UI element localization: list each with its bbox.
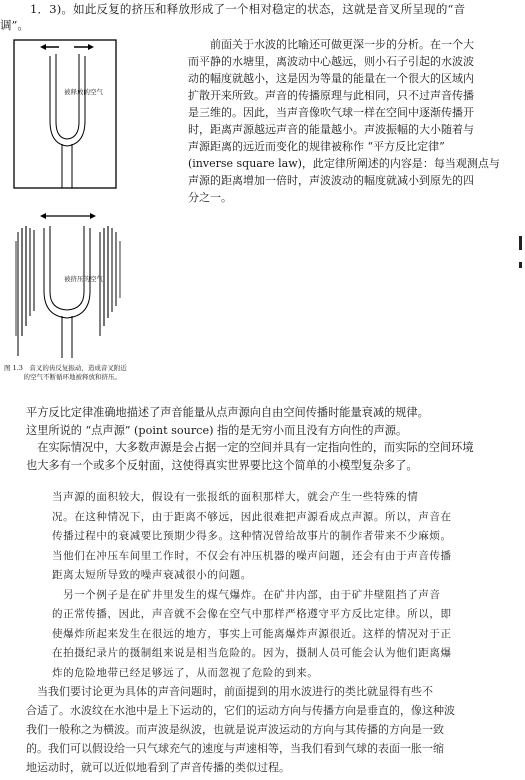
top-text-line-2: 调”。 xyxy=(0,18,29,32)
released-air-label: 被释放的空气 xyxy=(64,88,103,96)
figure-caption xyxy=(4,364,184,382)
text-line: 分之一。 xyxy=(188,191,232,204)
text-line: 当我们要讨论更为具体的声音问题时，前面提到的用水波进行的类比就显得有些不 xyxy=(26,685,433,698)
figure-1-3 xyxy=(4,36,182,396)
text-line: 也大多有一个或多个反射面，这使得真实世界要比这个简单的小模型复杂多了。 xyxy=(26,458,418,472)
text-line: 炸的危险地带已经足够远了，从而忽视了危险的到来。 xyxy=(52,666,319,679)
upper-fork-panel xyxy=(14,40,116,188)
text-line: (inverse square law)，此定律所阐述的内容是：每当观测点与 xyxy=(188,157,500,170)
text-line: 时，距离声源越远声音的能量越小。声波振幅的大小随着与 xyxy=(188,123,474,136)
text-line: 在拍摄纪录片的摄制组来说是相当危险的。因为，摄制人员可能会认为他们距离爆 xyxy=(52,647,452,659)
text-line: 前面关于水波的比喻还可做更深一步的分析。在一个大 xyxy=(210,38,474,51)
text-line: 我们一般称之为横波。而声波是纵波，也就是说声波运动的方向与其传播的方向是一致 xyxy=(26,723,444,736)
text-line: 使爆炸所起来发生在很远的地方，事实上可能离爆炸声源很近。这样的情况对于正 xyxy=(52,627,452,640)
scan-edge-mark xyxy=(519,262,522,268)
figure-caption-line-1: 图 1.3 音叉的齿反复振动，造成音叉附近 xyxy=(4,364,127,372)
tuning-fork-illustration xyxy=(4,36,182,361)
text-line: 的正常传播，因此，声音就不会像在空气中那样严格遵守平方反比定律。所以，即 xyxy=(52,608,452,620)
text-line: 距离太短所导致的噪声衰减很小的问题。 xyxy=(52,569,252,581)
text-line: 平方反比定律准确地描述了声音能量从点声源向自由空间传播时能量衰减的规律。 xyxy=(26,406,429,419)
text-line: 在实际情况中，大多数声源是会占据一定的空间并具有一定指向性的，而实际的空间环境 xyxy=(26,441,474,454)
text-line: 当他们在冲压车间里工作时，不仅会有冲压机器的噪声问题，还会有由于声音传播 xyxy=(52,549,452,562)
text-line: 是三维的。因此，当声音像吹气球一样在空间中逐渐传播开 xyxy=(188,106,474,119)
right-column-paragraph xyxy=(188,36,525,206)
boxed-note xyxy=(52,488,525,683)
text-line: 地运动时，就可以近似地看到了声音传播的类似过程。 xyxy=(26,761,290,774)
text-line: 而平静的水塘里，离波动中心越远，则小石子引起的水波波 xyxy=(188,55,474,68)
compressed-air-label: 被挤压的空气 xyxy=(64,275,103,283)
paragraph-block-2 xyxy=(26,682,525,777)
text-line: 声源距离的远近而变化的规律被称作 “平方反比定律” xyxy=(188,140,445,153)
text-line: 动的幅度就越小，这是因为等量的能量在一个很大的区域内 xyxy=(188,72,474,85)
paragraph-block-1 xyxy=(26,404,525,474)
text-line: 的。我们可以假设给一只气球充气的速度与声速相等，当我们看到气球的表面一胀一缩 xyxy=(26,742,444,755)
text-line: 这里所说的 “点声源” (point source) 指的是无穷小而且没有方向性的声源。 xyxy=(26,423,408,437)
text-line: 况。在这种情况下，由于距离不够远，因此很难把声源看成点声源。所以，声音在 xyxy=(52,510,452,523)
text-line: 另一个例子是在矿井里发生的煤气爆炸。在矿井内部，由于矿井壁阻挡了声音 xyxy=(52,588,441,601)
top-text-line-1: 1．3)。如此反复的挤压和释放形成了一个相对稳定的状态，这就是音叉所呈现的“音 xyxy=(30,2,466,16)
lower-fork-panel xyxy=(16,213,120,358)
text-line: 当声源的面积较大，假设有一张报纸的面积那样大，就会产生一些特殊的情 xyxy=(52,491,419,503)
text-line: 传播过程中的衰减要比预期少得多。这种情况曾给故事片的制作者带来不少麻烦。 xyxy=(52,530,452,542)
text-line: 扩散开来所致。声音的传播原理与此相同，只不过声音传播 xyxy=(188,89,474,102)
text-line: 声源的距离增加一倍时，声波波动的幅度就减小到原先的四 xyxy=(188,174,474,187)
figure-caption-line-2: 的空气不断循环地被释放和挤压。 xyxy=(4,373,121,381)
scan-edge-mark xyxy=(519,236,522,250)
text-line: 合适了。水波纹在水池中是上下运动的，它们的运动方向与传播方向是垂直的，像这种波 xyxy=(26,704,455,717)
